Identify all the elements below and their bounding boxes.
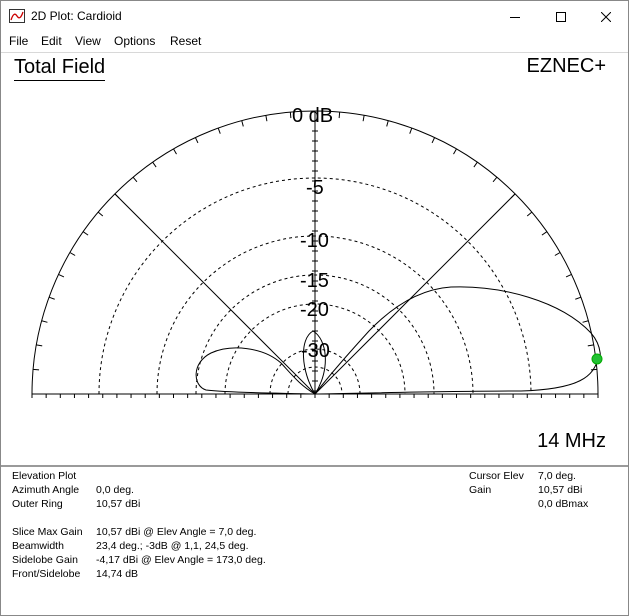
outer-tick <box>588 345 594 346</box>
outer-tick <box>218 128 220 134</box>
outer-tick <box>49 297 55 299</box>
outer-tick <box>542 232 547 235</box>
radial-line <box>115 194 315 394</box>
cursor-marker[interactable] <box>592 354 602 364</box>
cursor-info-label: Gain <box>469 484 492 496</box>
outer-tick <box>153 162 156 167</box>
info-label: Slice Max Gain <box>12 526 83 538</box>
info-value: -4,17 dBi @ Elev Angle = 173,0 deg. <box>96 554 266 566</box>
info-value: 23,4 deg.; -3dB @ 1,1, 24,5 deg. <box>96 540 249 552</box>
info-panel <box>1 467 628 615</box>
info-value: 10,57 dBi @ Elev Angle = 7,0 deg. <box>96 526 257 538</box>
outer-tick <box>33 369 39 370</box>
info-label: Outer Ring <box>12 498 63 510</box>
outer-tick <box>36 345 42 346</box>
info-value: 0,0 deg. <box>96 484 134 496</box>
info-label: Elevation Plot <box>12 470 77 482</box>
outer-tick <box>493 177 497 182</box>
outer-tick <box>242 121 244 127</box>
cursor-info-label: Cursor Elev <box>469 470 524 482</box>
info-label: Front/Sidelobe <box>12 568 81 580</box>
outer-tick <box>583 321 589 323</box>
outer-tick <box>59 274 64 277</box>
outer-tick <box>410 128 412 134</box>
outer-tick <box>387 121 389 127</box>
outer-tick <box>527 212 532 216</box>
info-value: 14,74 dB <box>96 568 139 580</box>
plot-title: Total Field <box>14 55 105 81</box>
window-title: 2D Plot: Cardioid <box>31 9 122 23</box>
ring-label-15: -15 <box>300 270 329 292</box>
menu-view[interactable]: View <box>75 34 101 48</box>
ring-label-30: -30 <box>301 340 330 362</box>
outer-tick <box>555 253 560 256</box>
ring-label-5: -5 <box>306 177 324 199</box>
menu-options[interactable]: Options <box>114 34 156 48</box>
outer-tick <box>70 253 75 256</box>
outer-tick <box>454 149 457 154</box>
radiation-pattern <box>196 287 600 394</box>
outer-tick <box>575 297 581 299</box>
info-value: 10,57 dBi <box>96 498 141 510</box>
outer-tick <box>339 112 340 118</box>
info-label: Beamwidth <box>12 540 64 552</box>
info-label: Azimuth Angle <box>12 484 80 496</box>
ring-labels <box>292 105 333 362</box>
outer-tick <box>115 194 119 198</box>
back-lobe <box>196 348 315 394</box>
frequency-label: 14 MHz <box>537 430 606 452</box>
outer-tick <box>511 194 515 198</box>
outer-tick <box>42 321 48 323</box>
outer-tick <box>591 369 597 370</box>
cursor-info-value: 10,57 dBi <box>538 484 583 496</box>
cursor-info-value: 7,0 deg. <box>538 470 576 482</box>
outer-tick <box>363 115 364 121</box>
menu-reset[interactable]: Reset <box>170 34 202 48</box>
menu-file[interactable]: File <box>9 34 29 48</box>
outer-tick <box>174 149 177 154</box>
main-lobe <box>315 287 600 394</box>
radial-line <box>315 194 515 394</box>
outer-tick <box>290 112 291 118</box>
cursor-info-value: 0,0 dBmax <box>538 498 589 510</box>
info-label: Sidelobe Gain <box>12 554 78 566</box>
outer-tick <box>566 274 571 277</box>
menu-edit[interactable]: Edit <box>41 34 62 48</box>
outer-tick <box>474 162 477 167</box>
ring-label-10: -10 <box>300 230 329 252</box>
brand-label: EZNEC+ <box>526 55 606 77</box>
ring-label-0db: 0 dB <box>292 105 334 127</box>
outer-tick <box>195 138 198 143</box>
ring-label-20: -20 <box>300 299 329 321</box>
outer-tick <box>133 177 137 182</box>
outer-tick <box>83 232 88 235</box>
outer-tick <box>432 138 435 143</box>
outer-tick <box>98 212 103 216</box>
outer-tick <box>266 115 267 121</box>
